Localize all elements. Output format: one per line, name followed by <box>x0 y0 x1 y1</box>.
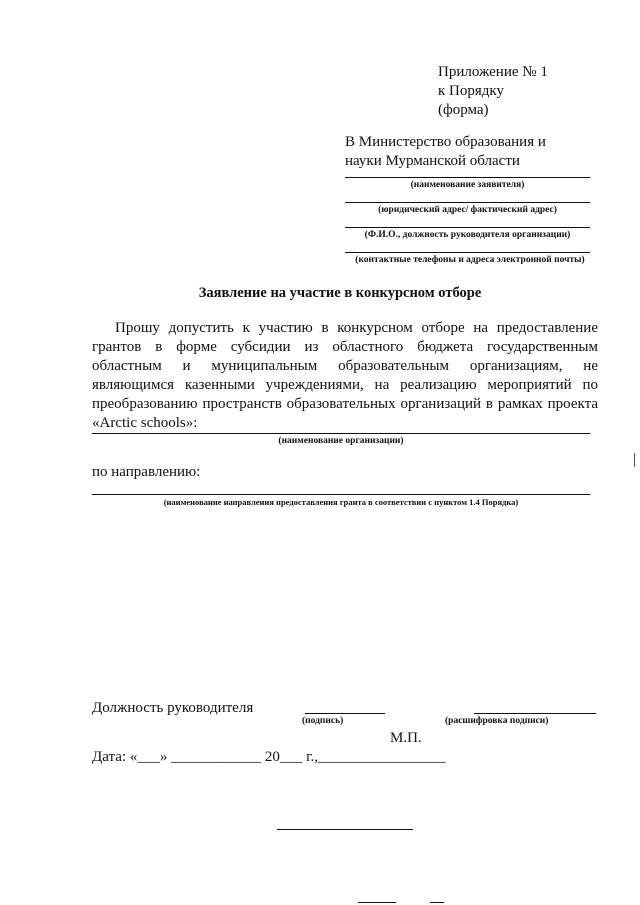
organization-name-line[interactable] <box>92 433 590 434</box>
applicant-contacts-caption: (контактные телефоны и адреса электронной почты) <box>355 255 585 265</box>
bottom-divider <box>277 829 413 830</box>
addressee <box>345 133 546 171</box>
appendix-to-order: к Порядку <box>438 83 504 99</box>
appendix-number: Приложение № 1 <box>438 64 548 80</box>
direction-label: по направлению: <box>92 464 201 480</box>
scan-edge-mark <box>634 453 635 467</box>
signature-line[interactable] <box>305 713 385 714</box>
signature-caption: (подпись) <box>302 716 344 726</box>
applicant-head-caption: (Ф.И.О., должность руководителя организации) <box>364 230 571 240</box>
document-title: Заявление на участие в конкурсном отборе <box>198 285 482 301</box>
applicant-contacts-line[interactable] <box>345 252 590 253</box>
date-field[interactable]: Дата: «___» ____________ 20___ г.,_________________ <box>92 749 446 765</box>
appendix-header <box>438 63 548 120</box>
applicant-head-line[interactable] <box>345 227 590 228</box>
addressee-line1: В Министерство образования и <box>345 134 546 150</box>
signature-decode-line[interactable] <box>474 713 596 714</box>
addressee-line2: науки Мурманской области <box>345 153 520 169</box>
application-body: Прошу допустить к участию в конкурсном отборе на предоставление грантов в форме субсидии из областного бюджета государственным областным и муниципальным образовательным организациям, не являющимся казенными учреждениями, на реализацию мероприятий по преобразованию пространств образовательных организаций в рамках проекта «Arctic schools»: <box>92 320 598 431</box>
appendix-form: (форма) <box>438 102 489 118</box>
applicant-name-line[interactable] <box>345 177 590 178</box>
organization-caption: (наименование организации) <box>278 436 404 446</box>
position-label: Должность руководителя <box>92 700 254 716</box>
stamp-placeholder: М.П. <box>390 730 422 746</box>
footer-mark-right <box>430 902 444 903</box>
applicant-name-caption: (наименование заявителя) <box>410 180 525 190</box>
applicant-address-line[interactable] <box>345 202 590 203</box>
applicant-address-caption: (юридический адрес/ фактический адрес) <box>378 205 557 215</box>
direction-line[interactable] <box>92 494 590 495</box>
direction-caption: (наименование направления предоставления гранта в соответствии с пунктом 1.4 Порядка) <box>163 497 519 507</box>
signature-decode-caption: (расшифровка подписи) <box>445 716 549 726</box>
footer-mark-left <box>358 902 396 903</box>
